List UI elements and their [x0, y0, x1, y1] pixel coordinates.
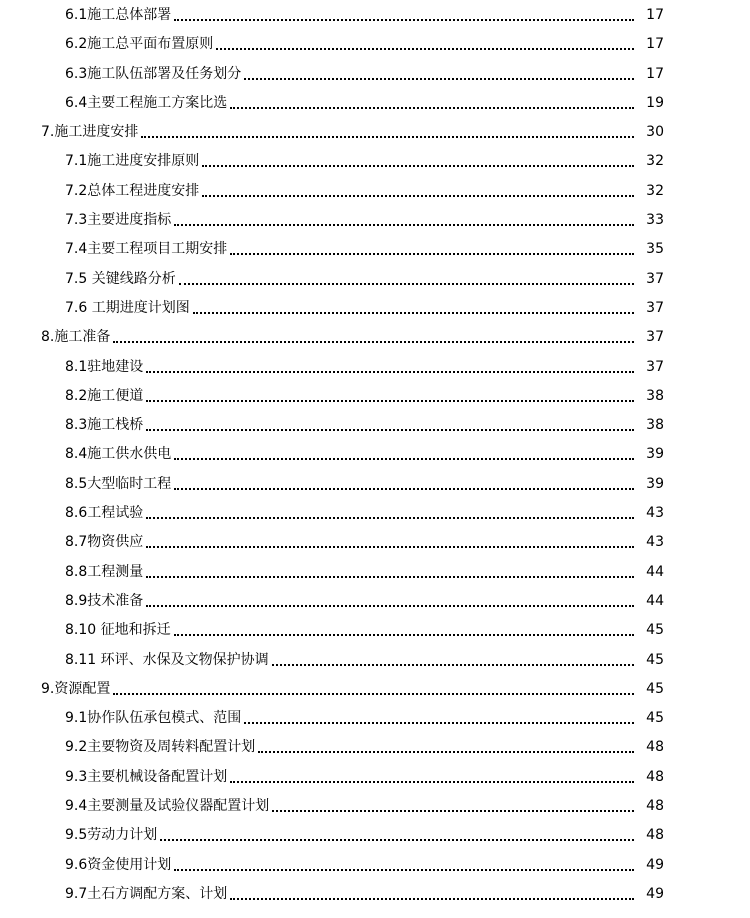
toc-page-number: 19 [646, 94, 664, 111]
toc-section-entry[interactable] [0, 89, 750, 118]
toc-page-number: 45 [646, 651, 664, 668]
toc-section-entry[interactable] [0, 440, 750, 469]
toc-dot-leader [160, 821, 634, 850]
toc-page-number: 38 [646, 387, 664, 404]
toc-entry-title: 9.3主要机械设备配置计划 [65, 763, 227, 792]
toc-dot-leader [146, 499, 634, 528]
toc-section-entry[interactable] [0, 616, 750, 645]
toc-page-number: 38 [646, 417, 664, 434]
toc-section-entry[interactable] [0, 821, 750, 850]
toc-dot-leader [146, 587, 634, 616]
toc-section-entry[interactable] [0, 177, 750, 206]
toc-entry-title: 6.1施工总体部署 [65, 1, 171, 30]
toc-section-entry[interactable] [0, 1, 750, 30]
toc-section-entry[interactable] [0, 558, 750, 587]
toc-entry-title: 8.8工程测量 [65, 558, 143, 587]
toc-page-number: 49 [646, 885, 664, 902]
toc-entry-title: 8.11 环评、水保及文物保护协调 [65, 646, 269, 675]
toc-section-entry[interactable] [0, 235, 750, 264]
toc-entry-title: 8.6工程试验 [65, 499, 143, 528]
toc-page-number: 37 [646, 299, 664, 316]
toc-entry-title: 6.3施工队伍部署及任务划分 [65, 60, 241, 89]
toc-entry-title: 9.4主要测量及试验仪器配置计划 [65, 792, 269, 821]
toc-entry-title: 7.4主要工程项目工期安排 [65, 235, 227, 264]
toc-section-entry[interactable] [0, 265, 750, 294]
toc-page-number: 48 [646, 768, 664, 785]
toc-entry-title: 6.4主要工程施工方案比选 [65, 89, 227, 118]
toc-dot-leader [202, 177, 634, 206]
toc-dot-leader [174, 440, 634, 469]
toc-section-entry[interactable] [0, 704, 750, 733]
toc-entry-title: 8.7物资供应 [65, 528, 143, 557]
toc-dot-leader [146, 558, 634, 587]
toc-entry-title: 8.5大型临时工程 [65, 470, 171, 499]
toc-page-number: 30 [646, 124, 664, 141]
toc-page-number: 37 [646, 270, 664, 287]
toc-page-number: 48 [646, 798, 664, 815]
toc-section-entry[interactable] [0, 60, 750, 89]
toc-page-number: 44 [646, 563, 664, 580]
toc-dot-leader [174, 851, 634, 880]
toc-section-entry[interactable] [0, 733, 750, 762]
toc-dot-leader [113, 323, 634, 352]
toc-page-number: 45 [646, 710, 664, 727]
toc-chapter-entry[interactable] [0, 675, 750, 704]
toc-dot-leader [272, 792, 634, 821]
toc-dot-leader [146, 353, 634, 382]
toc-entry-title: 8.施工准备 [41, 323, 110, 352]
toc-dot-leader [174, 1, 634, 30]
toc-dot-leader [230, 89, 634, 118]
toc-entry-title: 7.6 工期进度计划图 [65, 294, 190, 323]
toc-section-entry[interactable] [0, 353, 750, 382]
toc-entry-title: 6.2施工总平面布置原则 [65, 30, 213, 59]
toc-entry-title: 8.9技术准备 [65, 587, 143, 616]
toc-entry-title: 9.5劳动力计划 [65, 821, 157, 850]
toc-section-entry[interactable] [0, 499, 750, 528]
toc-entry-title: 7.5 关键线路分析 [65, 265, 176, 294]
toc-page-number: 33 [646, 212, 664, 229]
toc-dot-leader [230, 235, 634, 264]
toc-entry-title: 9.2主要物资及周转料配置计划 [65, 733, 255, 762]
toc-dot-leader [202, 147, 634, 176]
toc-dot-leader [174, 470, 634, 499]
toc-page-number: 32 [646, 182, 664, 199]
toc-page-number: 37 [646, 358, 664, 375]
toc-dot-leader [216, 30, 634, 59]
toc-dot-leader [141, 118, 634, 147]
toc-chapter-entry[interactable] [0, 118, 750, 147]
toc-dot-leader [174, 206, 634, 235]
toc-section-entry[interactable] [0, 528, 750, 557]
toc-page-number: 39 [646, 446, 664, 463]
toc-page-number: 17 [646, 65, 664, 82]
toc-dot-leader [146, 382, 634, 411]
toc-page-number: 48 [646, 827, 664, 844]
toc-dot-leader [244, 60, 634, 89]
toc-page-number: 43 [646, 534, 664, 551]
toc-entry-title: 7.3主要进度指标 [65, 206, 171, 235]
toc-dot-leader [244, 704, 634, 733]
toc-entry-title: 8.1驻地建设 [65, 353, 143, 382]
toc-section-entry[interactable] [0, 382, 750, 411]
toc-page-number: 48 [646, 739, 664, 756]
toc-page-number: 45 [646, 622, 664, 639]
toc-entry-title: 9.资源配置 [41, 675, 110, 704]
toc-dot-leader [193, 294, 634, 323]
toc-page-number: 17 [646, 7, 664, 23]
toc-section-entry[interactable] [0, 763, 750, 792]
toc-dot-leader [230, 880, 634, 909]
toc-entry-title: 9.1协作队伍承包模式、范围 [65, 704, 241, 733]
toc-entry-title: 9.7土石方调配方案、计划 [65, 880, 227, 909]
toc-page-number: 35 [646, 241, 664, 258]
toc-page-number: 43 [646, 505, 664, 522]
toc-dot-leader [179, 265, 634, 294]
toc-page-number: 39 [646, 475, 664, 492]
toc-dot-leader [230, 763, 634, 792]
toc-dot-leader [146, 528, 634, 557]
toc-entry-title: 8.4施工供水供电 [65, 440, 171, 469]
toc-entry-title: 7.1施工进度安排原则 [65, 147, 199, 176]
toc-dot-leader [146, 411, 634, 440]
toc-section-entry[interactable] [0, 294, 750, 323]
toc-page-number: 32 [646, 153, 664, 170]
toc-section-entry[interactable] [0, 851, 750, 880]
toc-entry-title: 7.2总体工程进度安排 [65, 177, 199, 206]
toc-dot-leader [113, 675, 634, 704]
toc-entry-title: 8.2施工便道 [65, 382, 143, 411]
toc-section-entry[interactable] [0, 411, 750, 440]
toc-page-number: 45 [646, 680, 664, 697]
toc-dot-leader [174, 616, 634, 645]
toc-section-entry[interactable] [0, 792, 750, 821]
toc-section-entry[interactable] [0, 587, 750, 616]
toc-section-entry[interactable] [0, 470, 750, 499]
toc-dot-leader [258, 733, 634, 762]
toc-page-number: 37 [646, 329, 664, 346]
toc-section-entry[interactable] [0, 147, 750, 176]
toc-section-entry[interactable] [0, 646, 750, 675]
toc-page-number: 49 [646, 856, 664, 873]
toc-entry-title: 8.10 征地和拆迁 [65, 616, 171, 645]
toc-chapter-entry[interactable] [0, 323, 750, 352]
toc-dot-leader [272, 646, 634, 675]
toc-entry-title: 7.施工进度安排 [41, 118, 138, 147]
toc-page-number: 17 [646, 36, 664, 53]
toc-entry-title: 9.6资金使用计划 [65, 851, 171, 880]
toc-section-entry[interactable] [0, 30, 750, 59]
toc-page-number: 44 [646, 592, 664, 609]
toc-entry-title: 8.3施工栈桥 [65, 411, 143, 440]
toc-section-entry[interactable] [0, 880, 750, 909]
toc-section-entry[interactable] [0, 206, 750, 235]
table-of-contents [0, 1, 750, 909]
